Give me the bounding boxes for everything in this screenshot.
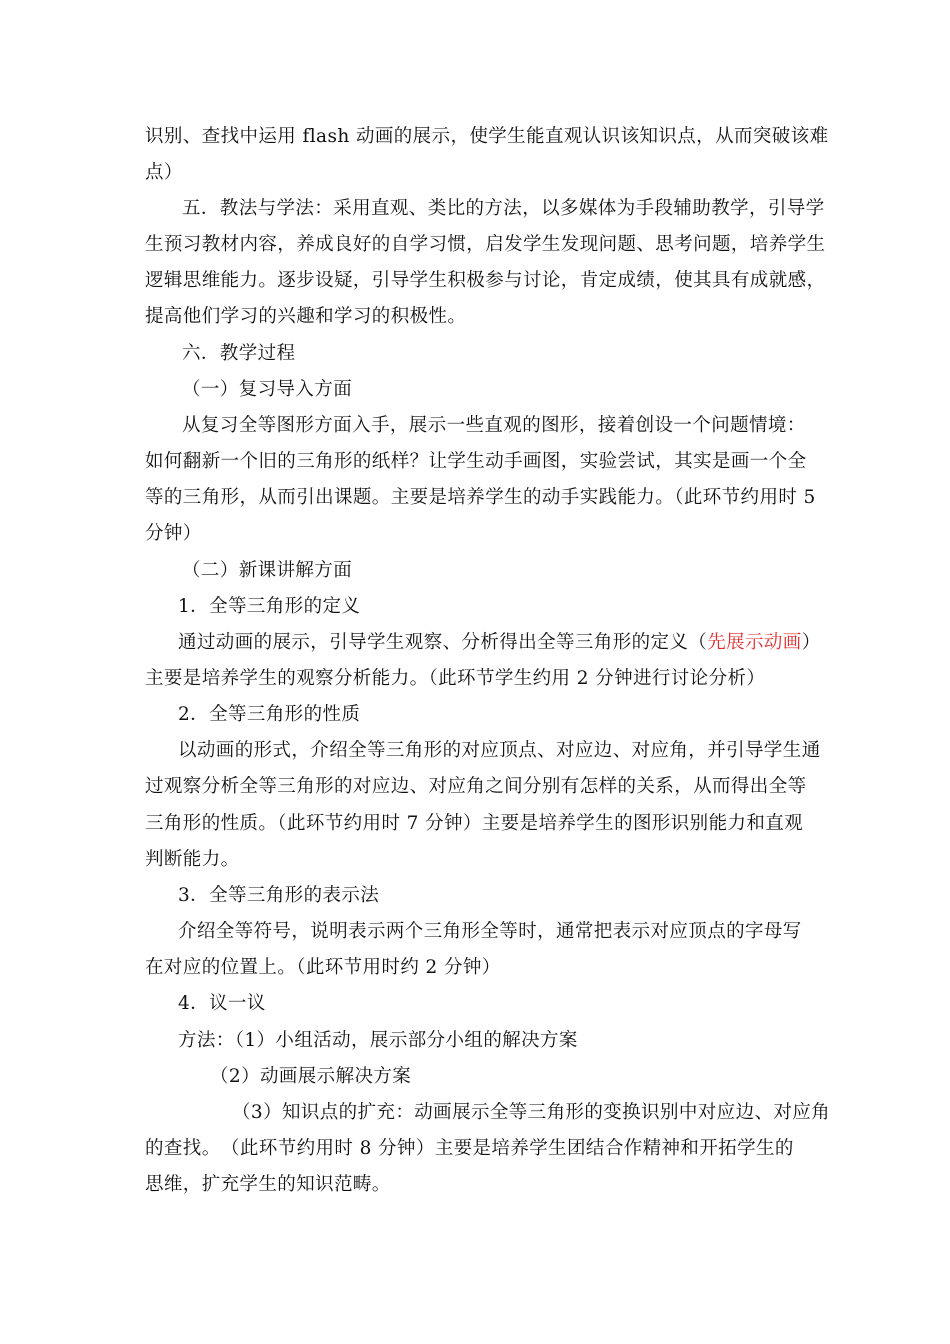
red-highlight-text: 先展示动画 (707, 632, 802, 653)
subsection-heading: （一）复习导入方面 (182, 379, 353, 400)
paragraph-line: 分钟） (145, 523, 202, 544)
paragraph-line: 思维，扩充学生的知识范畴。 (145, 1174, 391, 1195)
section-heading-line: 五．教法与学法：采用直观、类比的方法，以多媒体为手段辅助教学，引导学 (182, 198, 825, 219)
paragraph-line: 三角形的性质。（此环节约用时 7 分钟）主要是培养学生的图形识别能力和直观 (145, 813, 804, 834)
paragraph-line: 识别、查找中运用 flash 动画的展示，使学生能直观认识该知识点，从而突破该难 (145, 126, 829, 147)
paragraph-line: 如何翻新一个旧的三角形的纸样？让学生动手画图，实验尝试，其实是画一个全 (145, 451, 807, 472)
line-text: 通过动画的展示，引导学生观察、分析得出全等三角形的定义（ (178, 632, 708, 653)
paragraph-line-with-highlight (178, 631, 821, 655)
method-line: 方法：（1）小组活动，展示部分小组的解决方案 (178, 1030, 578, 1051)
paragraph-line: 主要是培养学生的观察分析能力。（此环节学生约用 2 分钟进行讨论分析） (145, 668, 766, 689)
item-heading: 2．全等三角形的性质 (178, 704, 361, 725)
paragraph-line: 判断能力。 (145, 849, 240, 870)
line-text-after: ） (801, 632, 821, 653)
item-heading: 3．全等三角形的表示法 (178, 885, 380, 906)
item-heading: 4．议一议 (178, 993, 266, 1014)
paragraph-line: 从复习全等图形方面入手，展示一些直观的图形，接着创设一个问题情境： (182, 415, 806, 436)
method-line: （3）知识点的扩充：动画展示全等三角形的变换识别中对应边、对应角 (232, 1102, 831, 1123)
paragraph-line: 生预习教材内容，养成良好的自学习惯，启发学生发现问题、思考问题，培养学生 (145, 234, 826, 255)
method-line: （2）动画展示解决方案 (210, 1066, 412, 1087)
paragraph-line: 逻辑思维能力。逐步设疑，引导学生积极参与讨论，肯定成绩，使其具有成就感， (145, 270, 826, 291)
section-heading: 六．教学过程 (182, 343, 296, 364)
paragraph-line: 点） (145, 162, 183, 183)
paragraph-line: 以动画的形式，介绍全等三角形的对应顶点、对应边、对应角，并引导学生通 (178, 740, 821, 761)
subsection-heading: （二）新课讲解方面 (182, 560, 353, 581)
paragraph-line: 提高他们学习的兴趣和学习的积极性。 (145, 306, 467, 327)
item-heading: 1．全等三角形的定义 (178, 596, 361, 617)
paragraph-line: 过观察分析全等三角形的对应边、对应角之间分别有怎样的关系，从而得出全等 (145, 776, 807, 797)
paragraph-line: 等的三角形，从而引出课题。主要是培养学生的动手实践能力。（此环节约用时 5 (145, 487, 816, 508)
paragraph-line: 在对应的位置上。（此环节用时约 2 分钟） (145, 957, 501, 978)
paragraph-line: 介绍全等符号，说明表示两个三角形全等时，通常把表示对应顶点的字母写 (178, 921, 802, 942)
paragraph-line: 的查找。 （此环节约用时 8 分钟）主要是培养学生团结合作精神和开拓学生的 (145, 1138, 794, 1159)
